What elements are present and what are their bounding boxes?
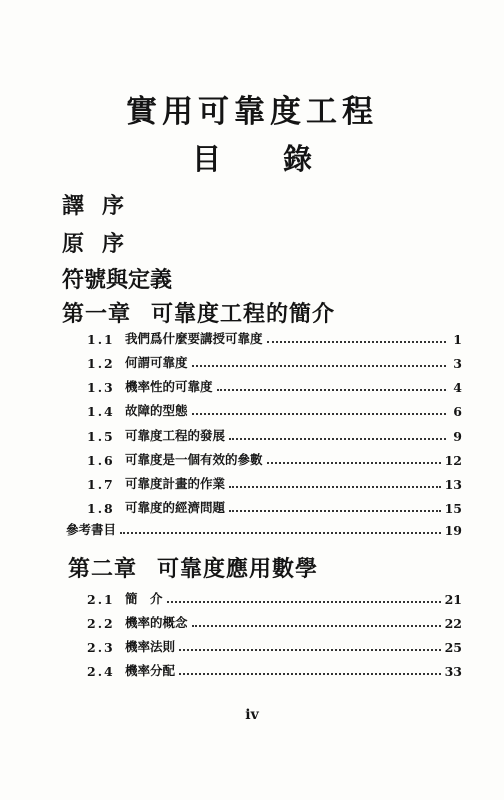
toc-entry [87, 428, 462, 444]
dot-leader [192, 412, 446, 415]
entry-title: 我們爲什麼要講授可靠度 [125, 331, 263, 346]
toc-entry [87, 591, 462, 607]
toc-entry [87, 615, 462, 631]
chapter-1-heading [62, 297, 335, 328]
entry-number: 1.1 [87, 332, 115, 347]
page-number: iv [245, 707, 259, 723]
entry-number: 1.5 [87, 429, 115, 444]
dot-leader [267, 340, 446, 343]
entry-number: 2.4 [87, 664, 115, 679]
entry-page: 15 [444, 501, 462, 516]
entry-page: 3 [453, 356, 462, 371]
entry-number: 1.4 [87, 404, 115, 419]
entry-page: 13 [444, 477, 462, 492]
entry-page: 9 [453, 429, 462, 444]
entry-page: 12 [444, 453, 462, 468]
entry-title: 機率性的可靠度 [125, 379, 213, 394]
entry-number: 1.2 [87, 356, 115, 371]
entry-page: 1 [453, 332, 462, 347]
entry-title: 參考書目 [66, 522, 117, 537]
entry-number: 1.7 [87, 477, 115, 492]
entry-title: 機率法則 [125, 639, 176, 654]
chapter-1-label: 第一章 [62, 301, 132, 327]
entry-number: 2.2 [87, 616, 115, 631]
entry-title: 簡 介 [125, 591, 163, 606]
toc-entry [87, 452, 462, 468]
front-matter-translator-preface: 譯序 [62, 193, 143, 219]
chapter-2-title: 可靠度應用數學 [157, 556, 319, 582]
dot-leader [120, 531, 441, 534]
chapter-2-label: 第二章 [68, 556, 138, 582]
entry-title: 可靠度計畫的作業 [125, 476, 226, 491]
entry-page: 33 [444, 664, 462, 679]
toc-entry [87, 331, 462, 347]
toc-entry [87, 355, 462, 371]
toc-entry [87, 663, 462, 679]
dot-leader [192, 364, 446, 367]
entry-title: 機率的概念 [125, 615, 188, 630]
entry-number: 2.1 [87, 592, 115, 607]
toc-entry [87, 476, 462, 492]
entry-title: 何謂可靠度 [125, 355, 188, 370]
toc-entry [87, 500, 462, 516]
entry-page: 25 [444, 640, 462, 655]
dot-leader [179, 648, 441, 651]
entry-title: 故障的型態 [125, 403, 188, 418]
toc-entry [87, 379, 462, 395]
entry-page: 6 [453, 404, 462, 419]
entry-title: 可靠度的經濟問題 [125, 500, 226, 515]
book-title: 實用可靠度工程 [126, 94, 378, 130]
entry-title: 可靠度是一個有效的參數 [125, 452, 263, 467]
dot-leader [192, 624, 441, 627]
entry-page: 22 [444, 616, 462, 631]
entry-number: 1.3 [87, 380, 115, 395]
contents-heading: 目錄 [191, 142, 374, 176]
dot-leader [267, 461, 441, 464]
entry-number: 2.3 [87, 640, 115, 655]
entry-page: 19 [444, 523, 462, 538]
chapter-1-title: 可靠度工程的簡介 [151, 301, 336, 327]
toc-entry-references [66, 522, 462, 538]
entry-title: 可靠度工程的發展 [125, 428, 226, 443]
toc-entry [87, 403, 462, 419]
entry-number: 1.6 [87, 453, 115, 468]
dot-leader [229, 437, 446, 440]
entry-page: 4 [453, 380, 462, 395]
dot-leader [217, 388, 446, 391]
entry-number: 1.8 [87, 501, 115, 516]
entry-page: 21 [444, 592, 462, 607]
dot-leader [179, 672, 441, 675]
front-matter-symbols: 符號與定義 [62, 267, 173, 293]
chapter-2-heading [68, 552, 318, 583]
dot-leader [167, 600, 441, 603]
dot-leader [229, 509, 441, 512]
dot-leader [229, 485, 441, 488]
toc-entry [87, 639, 462, 655]
entry-title: 機率分配 [125, 663, 176, 678]
front-matter-original-preface: 原序 [62, 231, 143, 257]
